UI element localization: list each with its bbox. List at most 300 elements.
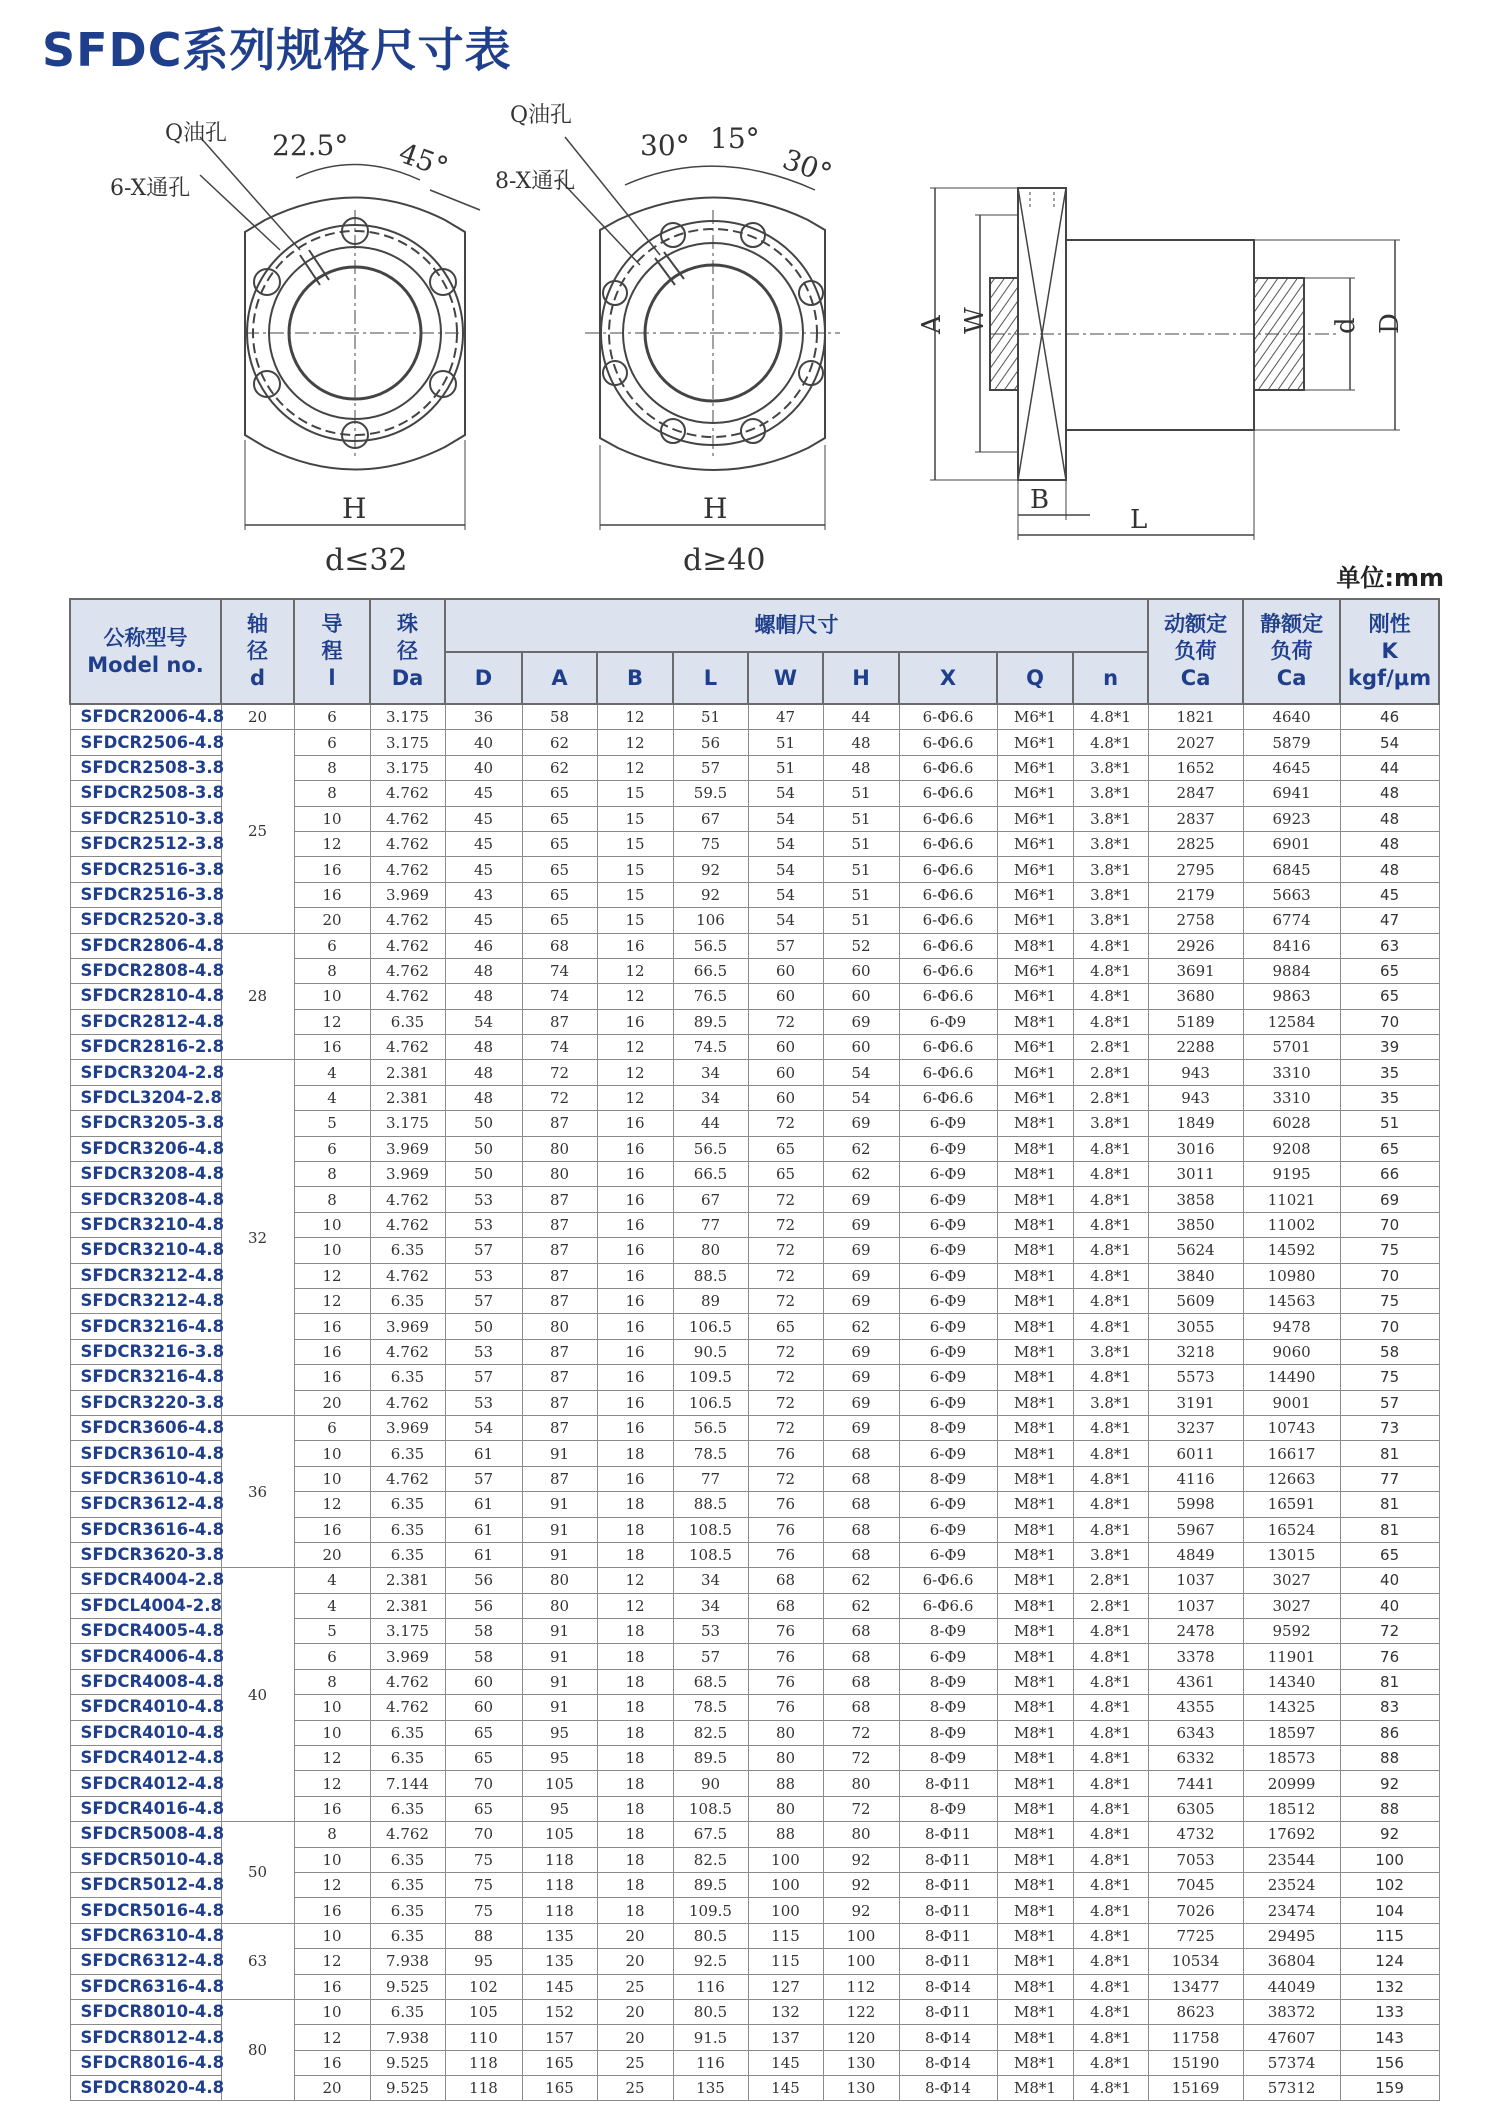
value-cell: 1849 [1148, 1111, 1243, 1136]
value-cell: 76 [748, 1492, 823, 1517]
value-cell: 16 [597, 1288, 673, 1313]
value-cell: 943 [1148, 1085, 1243, 1110]
value-cell: 6-Φ6.6 [899, 882, 997, 907]
value-cell: 6.35 [370, 1365, 445, 1390]
value-cell: 77 [1340, 1466, 1439, 1491]
value-cell: 6-Φ6.6 [899, 1035, 997, 1060]
value-cell: 3.969 [370, 882, 445, 907]
value-cell: 68 [823, 1644, 899, 1669]
value-cell: 12 [597, 958, 673, 983]
value-cell: 68 [823, 1542, 899, 1567]
header-dyn-1: 动额定 [1164, 612, 1228, 636]
value-cell: 20 [597, 1923, 673, 1948]
header-model-cn: 公称型号 [103, 625, 188, 650]
value-cell: 143 [1340, 2025, 1439, 2050]
value-cell: 12 [597, 704, 673, 730]
value-cell: 18 [597, 1720, 673, 1745]
model-cell: SFDCR3610-4.8 [70, 1466, 221, 1491]
value-cell: 4.762 [370, 958, 445, 983]
value-cell: 67.5 [673, 1822, 748, 1847]
value-cell: 2478 [1148, 1619, 1243, 1644]
value-cell: 69 [823, 1339, 899, 1364]
table-row [70, 1415, 1439, 1440]
value-cell: M8*1 [997, 1415, 1073, 1440]
value-cell: M8*1 [997, 1669, 1073, 1694]
value-cell: 4640 [1243, 704, 1340, 730]
value-cell: 4.8*1 [1073, 1999, 1148, 2024]
value-cell: 6-Φ6.6 [899, 857, 997, 882]
value-cell: 6011 [1148, 1441, 1243, 1466]
value-cell: 68 [823, 1669, 899, 1694]
value-cell: 8 [294, 755, 370, 780]
header-model [70, 599, 221, 704]
value-cell: 6.35 [370, 1441, 445, 1466]
value-cell: 57 [1340, 1390, 1439, 1415]
value-cell: 6-Φ6.6 [899, 1060, 997, 1085]
value-cell: 16 [294, 1796, 370, 1821]
value-cell: 16 [294, 1517, 370, 1542]
value-cell: 10 [294, 1923, 370, 1948]
value-cell: 8416 [1243, 933, 1340, 958]
value-cell: 60 [823, 984, 899, 1009]
value-cell: 72 [748, 1365, 823, 1390]
value-cell: 48 [1340, 857, 1439, 882]
value-cell: 87 [522, 1339, 597, 1364]
value-cell: M6*1 [997, 781, 1073, 806]
value-cell: M8*1 [997, 1288, 1073, 1313]
model-cell: SFDCR6316-4.8 [70, 1974, 221, 1999]
value-cell: 15 [597, 882, 673, 907]
table-row [70, 730, 1439, 755]
value-cell: 2288 [1148, 1035, 1243, 1060]
value-cell: 92 [1340, 1771, 1439, 1796]
model-cell: SFDCR5012-4.8 [70, 1872, 221, 1897]
value-cell: 62 [823, 1593, 899, 1618]
value-cell: 3027 [1243, 1593, 1340, 1618]
value-cell: 65 [445, 1746, 522, 1771]
value-cell: 4.8*1 [1073, 1492, 1148, 1517]
value-cell: 72 [748, 1288, 823, 1313]
value-cell: 12 [294, 1746, 370, 1771]
value-cell: 8-Φ11 [899, 1771, 997, 1796]
value-cell: 53 [445, 1390, 522, 1415]
value-cell: 69 [823, 1111, 899, 1136]
value-cell: 70 [445, 1822, 522, 1847]
drawing-left-angle-2: 45° [394, 136, 453, 185]
value-cell: 45 [1340, 882, 1439, 907]
value-cell: 12 [294, 1492, 370, 1517]
flange-front-view-8hole [560, 137, 840, 530]
value-cell: 95 [522, 1720, 597, 1745]
header-lead-1: 导 [321, 612, 343, 636]
model-cell: SFDCR2816-2.8 [70, 1035, 221, 1060]
value-cell: 72 [748, 1009, 823, 1034]
value-cell: 8 [294, 1822, 370, 1847]
value-cell: 62 [823, 1314, 899, 1339]
value-cell: 72 [823, 1720, 899, 1745]
value-cell: 10 [294, 1466, 370, 1491]
value-cell: 132 [748, 1999, 823, 2024]
value-cell: 69 [823, 1187, 899, 1212]
value-cell: 4.8*1 [1073, 1212, 1148, 1237]
value-cell: 3.8*1 [1073, 1390, 1148, 1415]
value-cell: 75 [673, 831, 748, 856]
value-cell: 2.8*1 [1073, 1568, 1148, 1593]
value-cell: 106.5 [673, 1314, 748, 1339]
value-cell: 51 [1340, 1111, 1439, 1136]
value-cell: 7.938 [370, 1949, 445, 1974]
value-cell: 4.762 [370, 1822, 445, 1847]
value-cell: 65 [522, 857, 597, 882]
value-cell: 130 [823, 2050, 899, 2075]
value-cell: 47607 [1243, 2025, 1340, 2050]
shaft-diameter-cell: 36 [221, 1415, 294, 1567]
header-rigidity [1340, 599, 1439, 704]
table-row [70, 704, 1439, 730]
value-cell: 80 [748, 1796, 823, 1821]
value-cell: 18597 [1243, 1720, 1340, 1745]
value-cell: 6.35 [370, 1847, 445, 1872]
value-cell: 3.969 [370, 1136, 445, 1161]
value-cell: 54 [748, 857, 823, 882]
value-cell: 20 [294, 908, 370, 933]
value-cell: 943 [1148, 1060, 1243, 1085]
value-cell: 70 [1340, 1009, 1439, 1034]
model-cell: SFDCR3220-3.8 [70, 1390, 221, 1415]
value-cell: 72 [823, 1796, 899, 1821]
value-cell: 8-Φ11 [899, 1822, 997, 1847]
model-cell: SFDCR2806-4.8 [70, 933, 221, 958]
value-cell: 6-Φ9 [899, 1644, 997, 1669]
value-cell: 118 [445, 2050, 522, 2075]
value-cell: M6*1 [997, 730, 1073, 755]
model-cell: SFDCR5016-4.8 [70, 1898, 221, 1923]
value-cell: 165 [522, 2050, 597, 2075]
value-cell: 6 [294, 1644, 370, 1669]
value-cell: 91 [522, 1517, 597, 1542]
value-cell: 104 [1340, 1898, 1439, 1923]
value-cell: 18 [597, 1492, 673, 1517]
value-cell: 4.762 [370, 1339, 445, 1364]
value-cell: 48 [1340, 781, 1439, 806]
value-cell: 58 [522, 704, 597, 730]
value-cell: 12 [294, 1949, 370, 1974]
header-dyn-2: 负荷 [1174, 639, 1217, 663]
value-cell: M8*1 [997, 1441, 1073, 1466]
value-cell: 18 [597, 1872, 673, 1897]
value-cell: 4.8*1 [1073, 1187, 1148, 1212]
value-cell: 16 [597, 1212, 673, 1237]
value-cell: M8*1 [997, 2050, 1073, 2075]
value-cell: 16 [597, 1365, 673, 1390]
value-cell: 12 [294, 1872, 370, 1897]
model-cell: SFDCR2516-3.8 [70, 857, 221, 882]
value-cell: 9.525 [370, 1974, 445, 1999]
value-cell: 12 [597, 1593, 673, 1618]
shaft-diameter-cell: 20 [221, 704, 294, 730]
model-cell: SFDCR3216-3.8 [70, 1339, 221, 1364]
value-cell: 51 [748, 755, 823, 780]
value-cell: 165 [522, 2076, 597, 2101]
value-cell: 16 [294, 1974, 370, 1999]
value-cell: 10 [294, 984, 370, 1009]
value-cell: 12 [294, 1009, 370, 1034]
drawing-middle-condition: d≥40 [683, 543, 766, 578]
value-cell: 92 [673, 882, 748, 907]
value-cell: 95 [445, 1949, 522, 1974]
value-cell: 23524 [1243, 1872, 1340, 1897]
value-cell: 82.5 [673, 1720, 748, 1745]
header-rig-3: kgf/μm [1348, 666, 1432, 690]
value-cell: 12 [597, 730, 673, 755]
model-cell: SFDCL4004-2.8 [70, 1593, 221, 1618]
value-cell: 6845 [1243, 857, 1340, 882]
value-cell: 95 [522, 1796, 597, 1821]
value-cell: 16 [597, 1162, 673, 1187]
value-cell: M8*1 [997, 1695, 1073, 1720]
value-cell: 75 [445, 1847, 522, 1872]
value-cell: 7026 [1148, 1898, 1243, 1923]
drawing-left-through-hole-label: 6-X通孔 [110, 176, 191, 201]
value-cell: 88 [1340, 1796, 1439, 1821]
value-cell: 7.938 [370, 2025, 445, 2050]
value-cell: 115 [748, 1949, 823, 1974]
value-cell: 12584 [1243, 1009, 1340, 1034]
drawing-left-angle-1: 22.5° [272, 129, 349, 162]
value-cell: 120 [823, 2025, 899, 2050]
value-cell: 38372 [1243, 1999, 1340, 2024]
model-cell: SFDCR5010-4.8 [70, 1847, 221, 1872]
value-cell: M8*1 [997, 1822, 1073, 1847]
value-cell: 115 [748, 1923, 823, 1948]
shaft-diameter-cell: 63 [221, 1923, 294, 1999]
value-cell: M8*1 [997, 1872, 1073, 1897]
value-cell: 5624 [1148, 1238, 1243, 1263]
value-cell: 4.762 [370, 1212, 445, 1237]
value-cell: 60 [748, 1085, 823, 1110]
value-cell: M6*1 [997, 1085, 1073, 1110]
value-cell: 6-Φ6.6 [899, 1085, 997, 1110]
model-cell: SFDCR2512-3.8 [70, 831, 221, 856]
model-cell: SFDCR3206-4.8 [70, 1136, 221, 1161]
value-cell: 4.8*1 [1073, 984, 1148, 1009]
value-cell: 70 [1340, 1212, 1439, 1237]
value-cell: M8*1 [997, 1162, 1073, 1187]
model-cell: SFDCR2812-4.8 [70, 1009, 221, 1034]
value-cell: 46 [445, 933, 522, 958]
value-cell: M8*1 [997, 933, 1073, 958]
value-cell: 17692 [1243, 1822, 1340, 1847]
value-cell: 76 [748, 1542, 823, 1567]
value-cell: 4.8*1 [1073, 1415, 1148, 1440]
value-cell: 18 [597, 1517, 673, 1542]
value-cell: 6 [294, 730, 370, 755]
value-cell: 80 [748, 1746, 823, 1771]
model-cell: SFDCR3212-4.8 [70, 1263, 221, 1288]
value-cell: 6-Φ9 [899, 1339, 997, 1364]
value-cell: 124 [1340, 1949, 1439, 1974]
value-cell: 9208 [1243, 1136, 1340, 1161]
value-cell: 4.8*1 [1073, 1162, 1148, 1187]
value-cell: 4.8*1 [1073, 1796, 1148, 1821]
value-cell: 75 [1340, 1365, 1439, 1390]
value-cell: 12 [597, 984, 673, 1009]
value-cell: 18 [597, 1542, 673, 1567]
value-cell: 145 [522, 1974, 597, 1999]
value-cell: 48 [445, 984, 522, 1009]
value-cell: 76 [748, 1695, 823, 1720]
value-cell: 50 [445, 1162, 522, 1187]
value-cell: 9.525 [370, 2076, 445, 2101]
value-cell: 135 [522, 1949, 597, 1974]
value-cell: 18 [597, 1619, 673, 1644]
value-cell: 10 [294, 1999, 370, 2024]
value-cell: 60 [823, 1035, 899, 1060]
value-cell: 72 [748, 1238, 823, 1263]
header-dyn-3: Ca [1180, 666, 1211, 690]
value-cell: 51 [823, 781, 899, 806]
value-cell: 6-Φ6.6 [899, 958, 997, 983]
drawing-left-oil-hole-label: Q油孔 [165, 121, 228, 146]
value-cell: 4.762 [370, 1390, 445, 1415]
header-shaft [221, 599, 294, 704]
model-cell: SFDCR4012-4.8 [70, 1746, 221, 1771]
value-cell: 3.8*1 [1073, 857, 1148, 882]
value-cell: 10 [294, 1238, 370, 1263]
value-cell: 48 [823, 755, 899, 780]
value-cell: M8*1 [997, 1339, 1073, 1364]
value-cell: 6-Φ9 [899, 1238, 997, 1263]
value-cell: 4.8*1 [1073, 1720, 1148, 1745]
value-cell: 91 [522, 1695, 597, 1720]
value-cell: 4.8*1 [1073, 1771, 1148, 1796]
value-cell: 8-Φ9 [899, 1720, 997, 1745]
value-cell: 62 [522, 730, 597, 755]
value-cell: 18 [597, 1746, 673, 1771]
value-cell: 3680 [1148, 984, 1243, 1009]
value-cell: 61 [445, 1492, 522, 1517]
value-cell: 1821 [1148, 704, 1243, 730]
drawing-middle-through-hole-label: 8-X通孔 [495, 169, 576, 194]
value-cell: 78.5 [673, 1441, 748, 1466]
value-cell: 6-Φ9 [899, 1162, 997, 1187]
value-cell: 4.8*1 [1073, 1365, 1148, 1390]
value-cell: 12 [294, 1771, 370, 1796]
value-cell: 54 [748, 806, 823, 831]
value-cell: 58 [1340, 1339, 1439, 1364]
value-cell: 59.5 [673, 781, 748, 806]
value-cell: 6.35 [370, 1238, 445, 1263]
value-cell: 108.5 [673, 1542, 748, 1567]
header-ball-1: 珠 [397, 612, 418, 636]
value-cell: 80 [823, 1771, 899, 1796]
model-cell: SFDCR6312-4.8 [70, 1949, 221, 1974]
value-cell: 8-Φ14 [899, 2025, 997, 2050]
value-cell: 87 [522, 1466, 597, 1491]
value-cell: 137 [748, 2025, 823, 2050]
header-col-Q: Q [997, 652, 1073, 704]
value-cell: 12 [294, 831, 370, 856]
value-cell: 9195 [1243, 1162, 1340, 1187]
table-row [70, 1923, 1439, 1948]
value-cell: 10534 [1148, 1949, 1243, 1974]
value-cell: M8*1 [997, 1187, 1073, 1212]
value-cell: 2837 [1148, 806, 1243, 831]
value-cell: 51 [823, 882, 899, 907]
value-cell: 46 [1340, 704, 1439, 730]
value-cell: 135 [673, 2076, 748, 2101]
value-cell: 6.35 [370, 1288, 445, 1313]
model-cell: SFDCR4005-4.8 [70, 1619, 221, 1644]
value-cell: 11758 [1148, 2025, 1243, 2050]
drawing-side-l-label: L [1130, 505, 1148, 535]
value-cell: M8*1 [997, 1517, 1073, 1542]
value-cell: 53 [445, 1212, 522, 1237]
value-cell: 62 [823, 1162, 899, 1187]
value-cell: 6-Φ6.6 [899, 1568, 997, 1593]
value-cell: 20 [597, 1999, 673, 2024]
header-shaft-3: d [249, 666, 266, 690]
value-cell: 14490 [1243, 1365, 1340, 1390]
value-cell: 16 [294, 2050, 370, 2075]
value-cell: 4.8*1 [1073, 1695, 1148, 1720]
model-cell: SFDCR3216-4.8 [70, 1365, 221, 1390]
unit-label: 单位:mm [1336, 564, 1444, 592]
value-cell: 8623 [1148, 1999, 1243, 2024]
value-cell: 75 [1340, 1238, 1439, 1263]
value-cell: 3.8*1 [1073, 1111, 1148, 1136]
value-cell: 51 [748, 730, 823, 755]
value-cell: 88 [1340, 1746, 1439, 1771]
model-cell: SFDCR3204-2.8 [70, 1060, 221, 1085]
value-cell: 6 [294, 704, 370, 730]
value-cell: 23544 [1243, 1847, 1340, 1872]
header-dynamic-load [1148, 599, 1243, 704]
value-cell: 18 [597, 1771, 673, 1796]
value-cell: 45 [445, 908, 522, 933]
shaft-diameter-cell: 80 [221, 1999, 294, 2101]
value-cell: 92.5 [673, 1949, 748, 1974]
value-cell: 88 [748, 1771, 823, 1796]
value-cell: 16 [294, 1339, 370, 1364]
value-cell: 54 [823, 1085, 899, 1110]
value-cell: 76 [748, 1441, 823, 1466]
value-cell: 43 [445, 882, 522, 907]
value-cell: 4.8*1 [1073, 1949, 1148, 1974]
value-cell: 51 [673, 704, 748, 730]
value-cell: 6.35 [370, 1923, 445, 1948]
value-cell: 83 [1340, 1695, 1439, 1720]
value-cell: 80.5 [673, 1999, 748, 2024]
value-cell: 4.8*1 [1073, 1238, 1148, 1263]
value-cell: 8-Φ9 [899, 1669, 997, 1694]
value-cell: 6-Φ9 [899, 1187, 997, 1212]
value-cell: 70 [445, 1771, 522, 1796]
value-cell: 122 [823, 1999, 899, 2024]
value-cell: 127 [748, 1974, 823, 1999]
value-cell: 80 [748, 1720, 823, 1745]
value-cell: 86 [1340, 1720, 1439, 1745]
value-cell: 13477 [1148, 1974, 1243, 1999]
value-cell: 88.5 [673, 1263, 748, 1288]
value-cell: 81 [1340, 1517, 1439, 1542]
value-cell: 62 [522, 755, 597, 780]
value-cell: 2926 [1148, 933, 1243, 958]
value-cell: 65 [522, 781, 597, 806]
value-cell: 3.969 [370, 1644, 445, 1669]
value-cell: 4849 [1148, 1542, 1243, 1567]
table-row [70, 1999, 1439, 2024]
